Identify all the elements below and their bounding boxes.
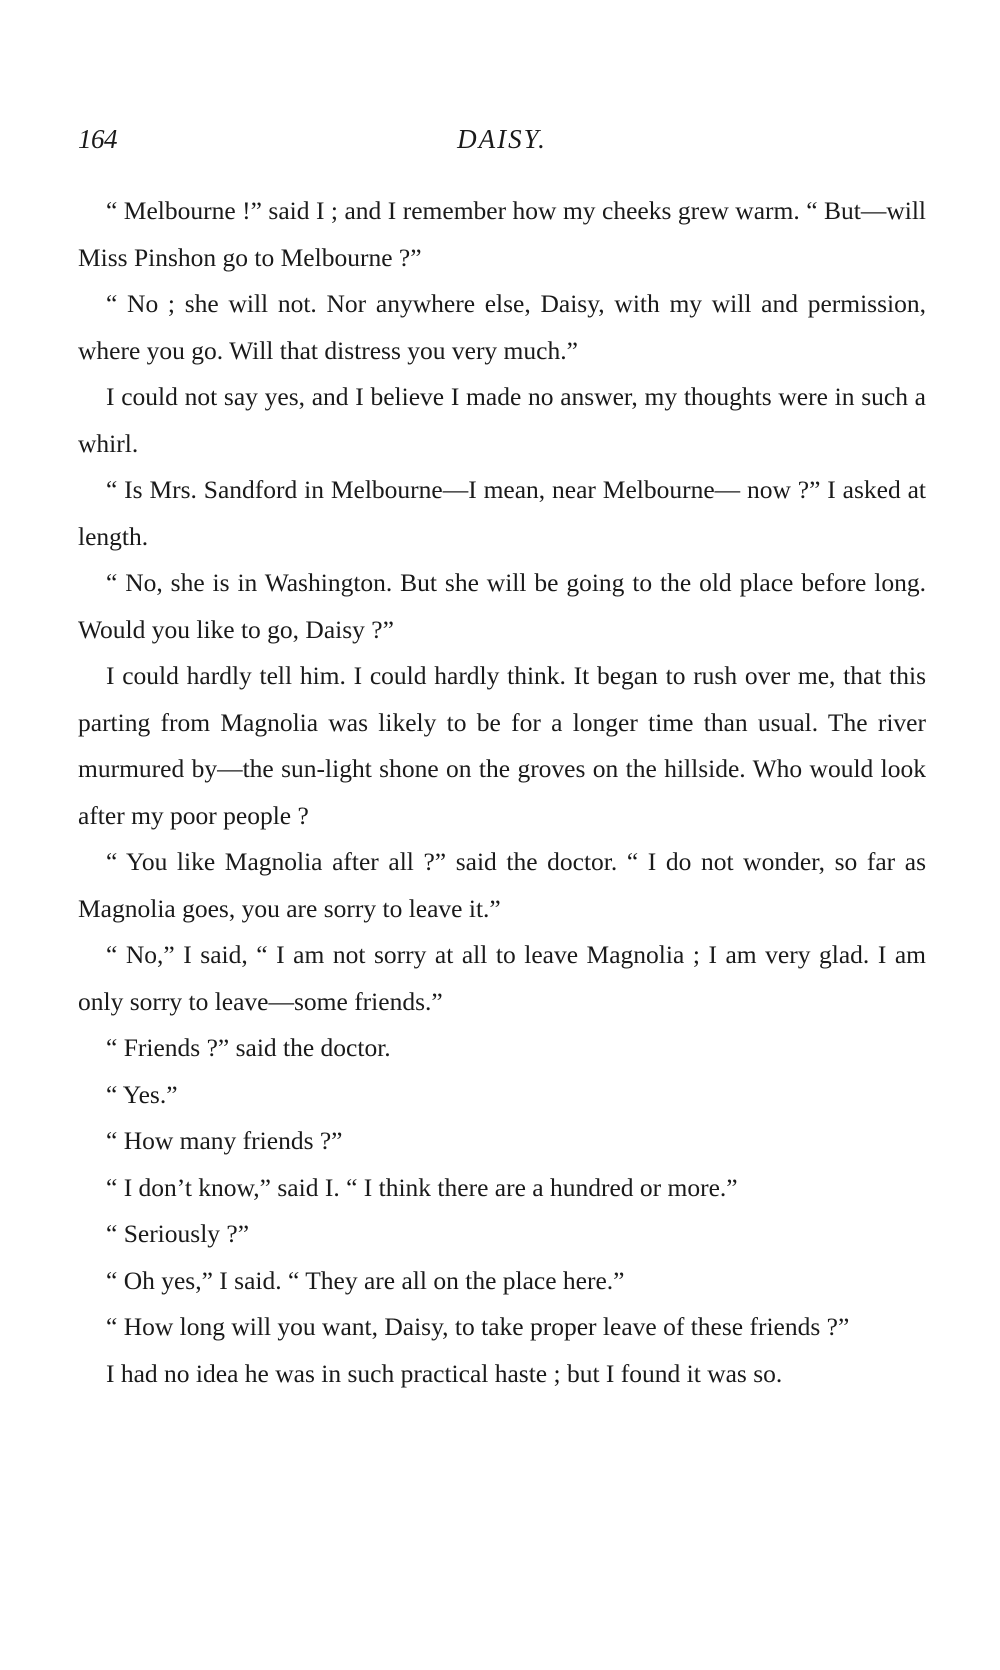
paragraph: “ Seriously ?” <box>106 1219 250 1248</box>
paragraph: “ Friends ?” said the doctor. <box>106 1033 391 1062</box>
paragraph: “ You like Magnolia after all ?” said the doctor. “ I do not wonder, so far as Magnolia goes, you are sorry to leave it.” <box>78 847 926 923</box>
paragraph: “ I don’t know,” said I. “ I think there are a hundred or more.” <box>106 1172 738 1202</box>
paragraph: “ No, she is in Washington. But she will be going to the old place before long. Would you like to go, Daisy ?” <box>78 568 926 644</box>
page-header <box>78 124 926 164</box>
paragraph: “ No,” I said, “ I am not sorry at all to leave Magnolia ; I am very glad. I am only sorry to leave—some friends.” <box>78 940 926 1016</box>
running-title: DAISY. <box>457 124 547 154</box>
body-text <box>78 188 926 1397</box>
paragraph: I could not say yes, and I believe I made no answer, my thoughts were in such a whirl. <box>78 382 926 458</box>
paragraph: “ Yes.” <box>106 1079 178 1109</box>
paragraph: “ How long will you want, Daisy, to take proper leave of these friends ?” <box>106 1312 850 1341</box>
paragraph: I could hardly tell him. I could hardly think. It began to rush over me, that this parting from Magnolia was likely to be for a longer time than usual. The river murmured by—the sun-light shone on the groves on the hillside. Who would look after my poor people ? <box>78 661 926 830</box>
paragraph: “ No ; she will not. Nor anywhere else, Daisy, with my will and permission, where you go. Will that distress you very much.” <box>78 289 926 365</box>
paragraph: “ Melbourne !” said I ; and I remember how my cheeks grew warm. “ But—will Miss Pinshon go to Melbourne ?” <box>78 196 926 272</box>
paragraph: “ Is Mrs. Sandford in Melbourne—I mean, near Melbourne— now ?” I asked at length. <box>78 475 926 551</box>
paragraph: I had no idea he was in such practical haste ; but I found it was so. <box>106 1358 783 1388</box>
page-number: 164 <box>78 124 117 154</box>
paragraph: “ Oh yes,” I said. “ They are all on the place here.” <box>106 1265 625 1295</box>
paragraph: “ How many friends ?” <box>106 1126 343 1155</box>
